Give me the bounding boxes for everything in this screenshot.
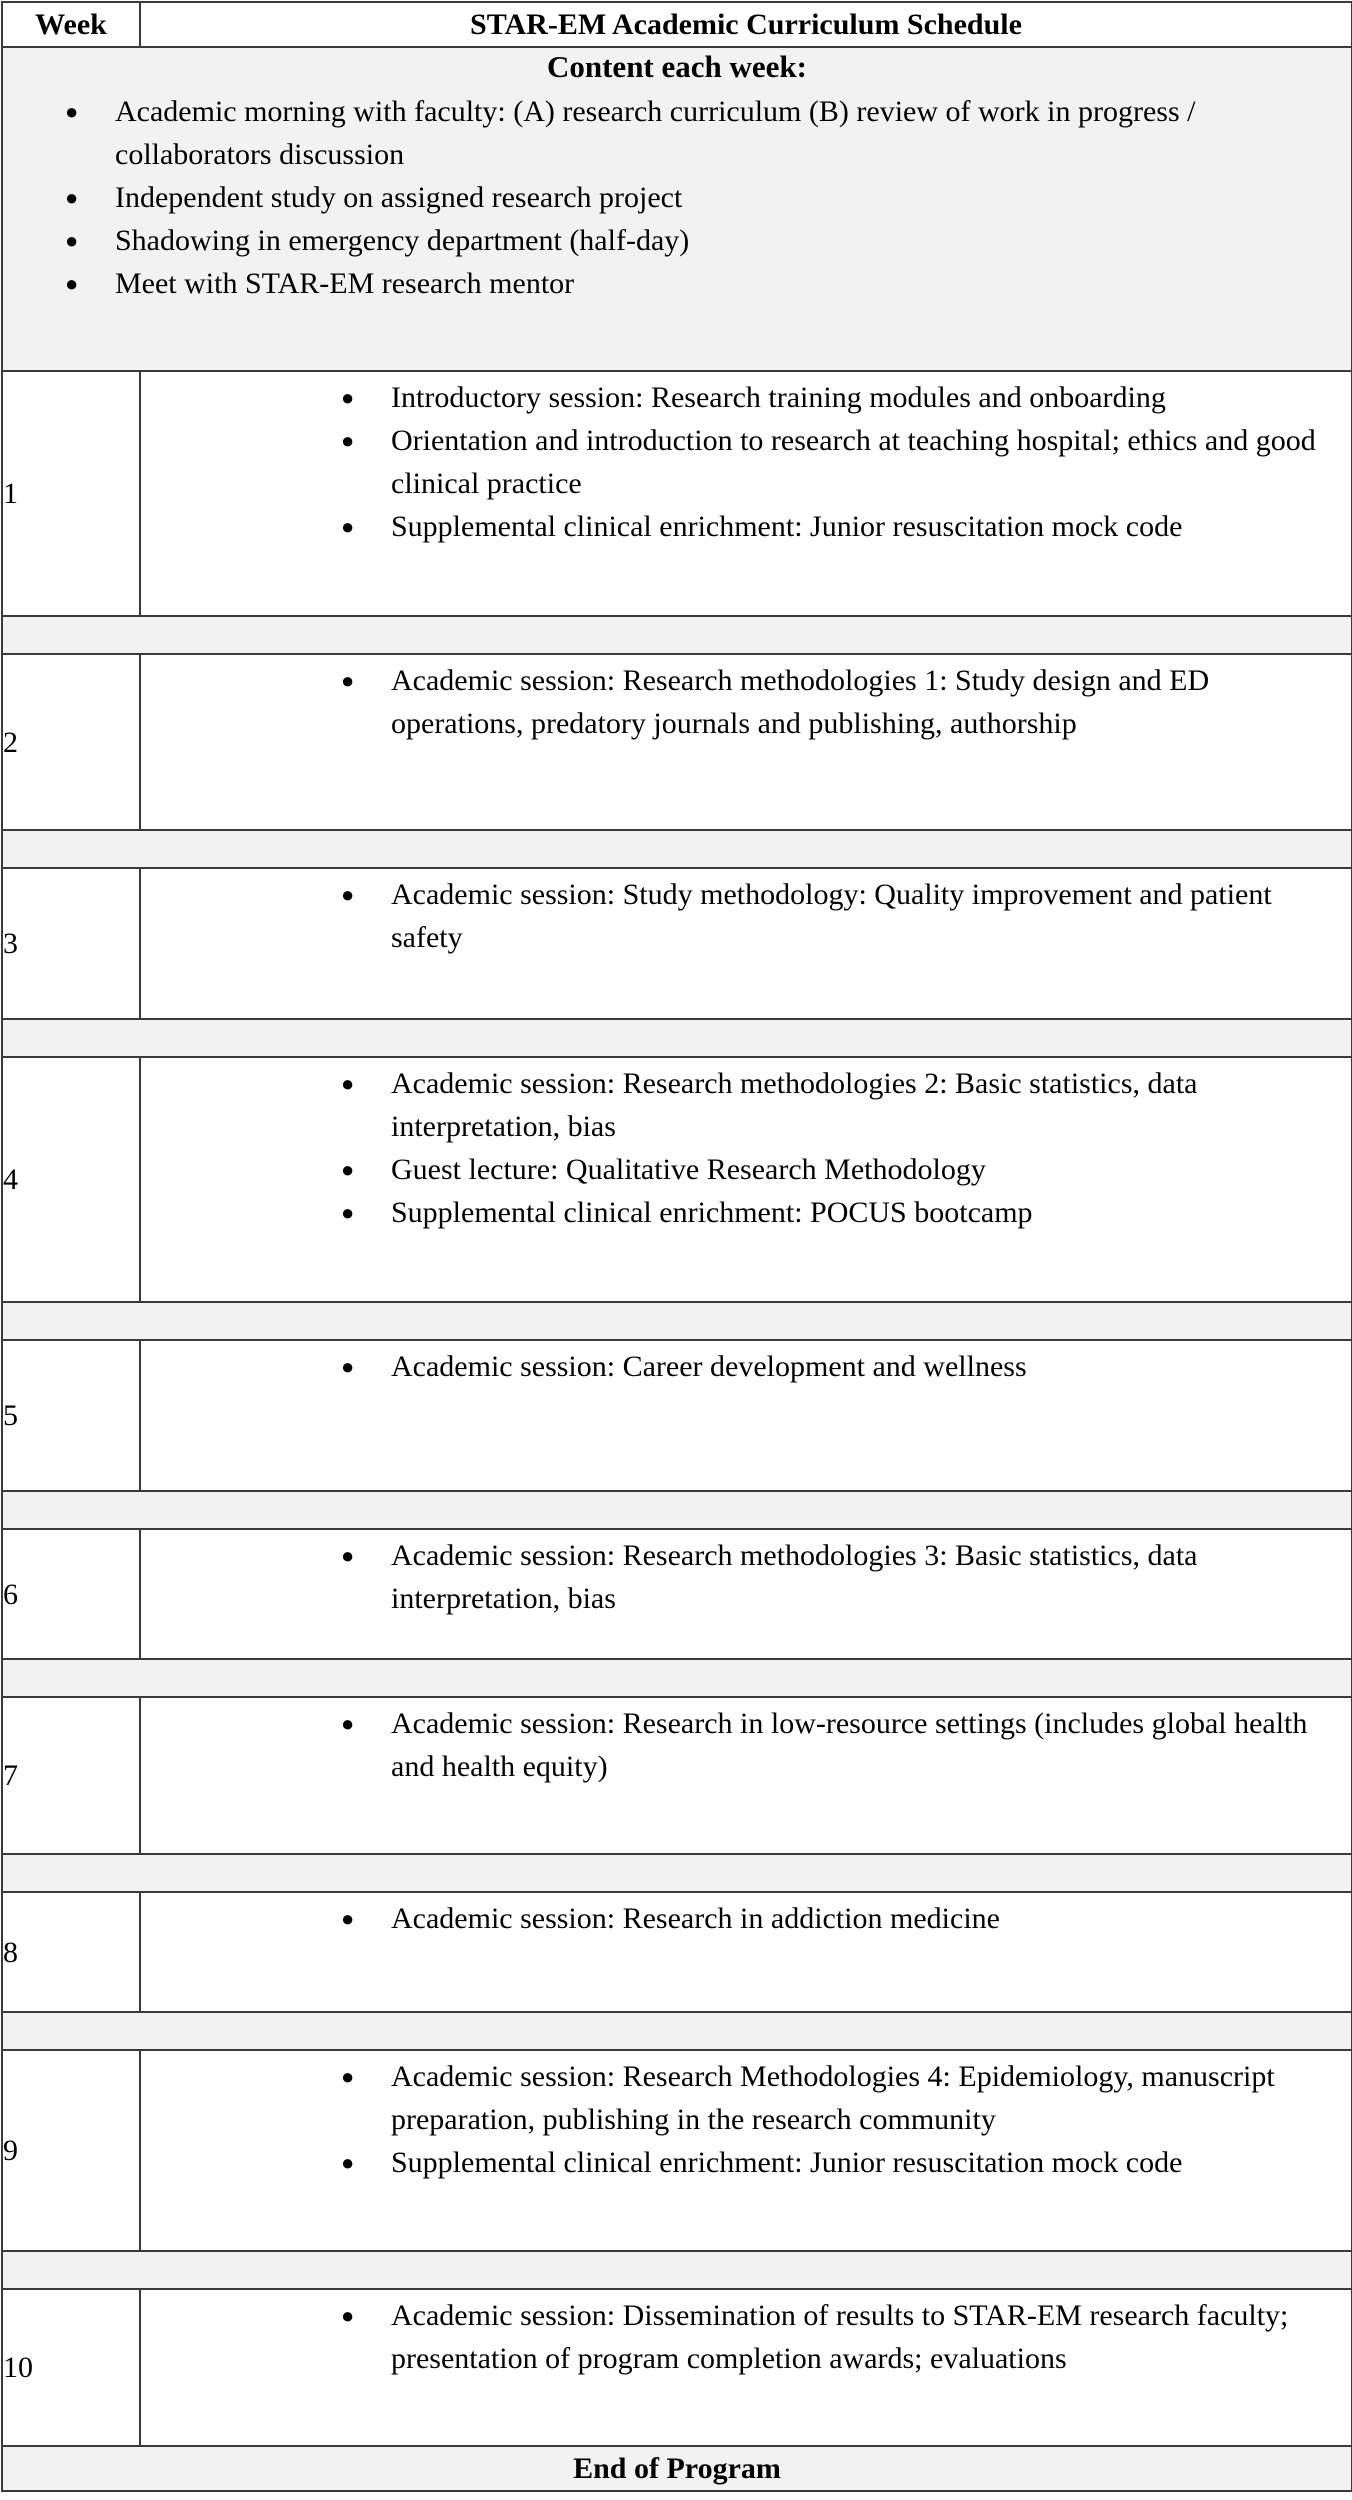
end-of-program-label: End of Program	[2, 2446, 1352, 2491]
week-number: 3	[2, 868, 140, 1019]
spacer-row	[2, 1019, 1352, 1057]
week-row-5	[2, 1340, 1352, 1491]
week-row-3	[2, 868, 1352, 1019]
week-number: 1	[2, 371, 140, 616]
spacer-row	[2, 1491, 1352, 1529]
week-row-9	[2, 2050, 1352, 2251]
list-item: ● Academic session: Dissemination of results to STAR-EM research faculty; presentation of program completion awards; evaluations	[391, 2294, 1321, 2380]
list-item: ● Shadowing in emergency department (half-day)	[115, 219, 1331, 262]
week-content	[140, 371, 1352, 616]
week-content	[140, 2050, 1352, 2251]
week-content	[140, 1697, 1352, 1854]
week-row-7	[2, 1697, 1352, 1854]
list-item: ● Supplemental clinical enrichment: Junior resuscitation mock code	[391, 505, 1321, 548]
list-item: ● Academic session: Research methodologies 3: Basic statistics, data interpretation, bias	[391, 1534, 1321, 1620]
list-item: ● Academic session: Research methodologies 1: Study design and ED operations, predatory journals and publishing, authorship	[391, 659, 1321, 745]
week-row-10	[2, 2289, 1352, 2446]
week-row-2	[2, 654, 1352, 830]
week-content	[140, 868, 1352, 1019]
week-content	[140, 1892, 1352, 2012]
list-item: ● Introductory session: Research training modules and onboarding	[391, 376, 1321, 419]
week-content	[140, 1057, 1352, 1302]
list-item: ● Academic session: Research in addiction medicine	[391, 1897, 1321, 1940]
content-each-week-cell	[2, 47, 1352, 371]
end-of-program-row	[2, 2446, 1352, 2491]
week-content	[140, 1529, 1352, 1659]
content-each-week-list	[3, 86, 1351, 305]
content-each-week-row	[2, 47, 1352, 371]
week-number: 10	[2, 2289, 140, 2446]
week-content	[140, 654, 1352, 830]
week-number: 9	[2, 2050, 140, 2251]
week-row-1	[2, 371, 1352, 616]
week-number: 7	[2, 1697, 140, 1854]
list-item: ● Academic session: Career development and wellness	[391, 1345, 1321, 1388]
week-number: 5	[2, 1340, 140, 1491]
spacer-row	[2, 1659, 1352, 1697]
list-item: ● Guest lecture: Qualitative Research Methodology	[391, 1148, 1321, 1191]
list-item: ● Supplemental clinical enrichment: Junior resuscitation mock code	[391, 2141, 1321, 2184]
week-column-header: Week	[2, 2, 140, 47]
spacer-row	[2, 2251, 1352, 2289]
week-number: 6	[2, 1529, 140, 1659]
list-item: ● Supplemental clinical enrichment: POCUS bootcamp	[391, 1191, 1321, 1234]
schedule-table	[1, 1, 1352, 2492]
week-row-8	[2, 1892, 1352, 2012]
spacer-row	[2, 616, 1352, 654]
spacer-row	[2, 830, 1352, 868]
spacer-row	[2, 1302, 1352, 1340]
week-row-6	[2, 1529, 1352, 1659]
week-row-4	[2, 1057, 1352, 1302]
content-each-week-title: Content each week:	[546, 49, 807, 84]
list-item: ● Academic session: Study methodology: Quality improvement and patient safety	[391, 873, 1321, 959]
week-number: 2	[2, 654, 140, 830]
header-row	[2, 2, 1352, 47]
list-item: ● Independent study on assigned research project	[115, 176, 1331, 219]
spacer-row	[2, 2012, 1352, 2050]
list-item: ● Academic session: Research Methodologies 4: Epidemiology, manuscript preparation, publishing in the research community	[391, 2055, 1321, 2141]
table-title: STAR-EM Academic Curriculum Schedule	[140, 2, 1352, 47]
list-item: ● Orientation and introduction to research at teaching hospital; ethics and good clinical practice	[391, 419, 1321, 505]
week-number: 8	[2, 1892, 140, 2012]
list-item: ● Meet with STAR-EM research mentor	[115, 262, 1331, 305]
list-item: ● Academic session: Research methodologies 2: Basic statistics, data interpretation, bias	[391, 1062, 1321, 1148]
week-content	[140, 2289, 1352, 2446]
spacer-row	[2, 1854, 1352, 1892]
week-content	[140, 1340, 1352, 1491]
list-item: ● Academic session: Research in low-resource settings (includes global health and health equity)	[391, 1702, 1321, 1788]
week-number: 4	[2, 1057, 140, 1302]
list-item: ● Academic morning with faculty: (A) research curriculum (B) review of work in progress / collaborators discussion	[115, 90, 1331, 176]
